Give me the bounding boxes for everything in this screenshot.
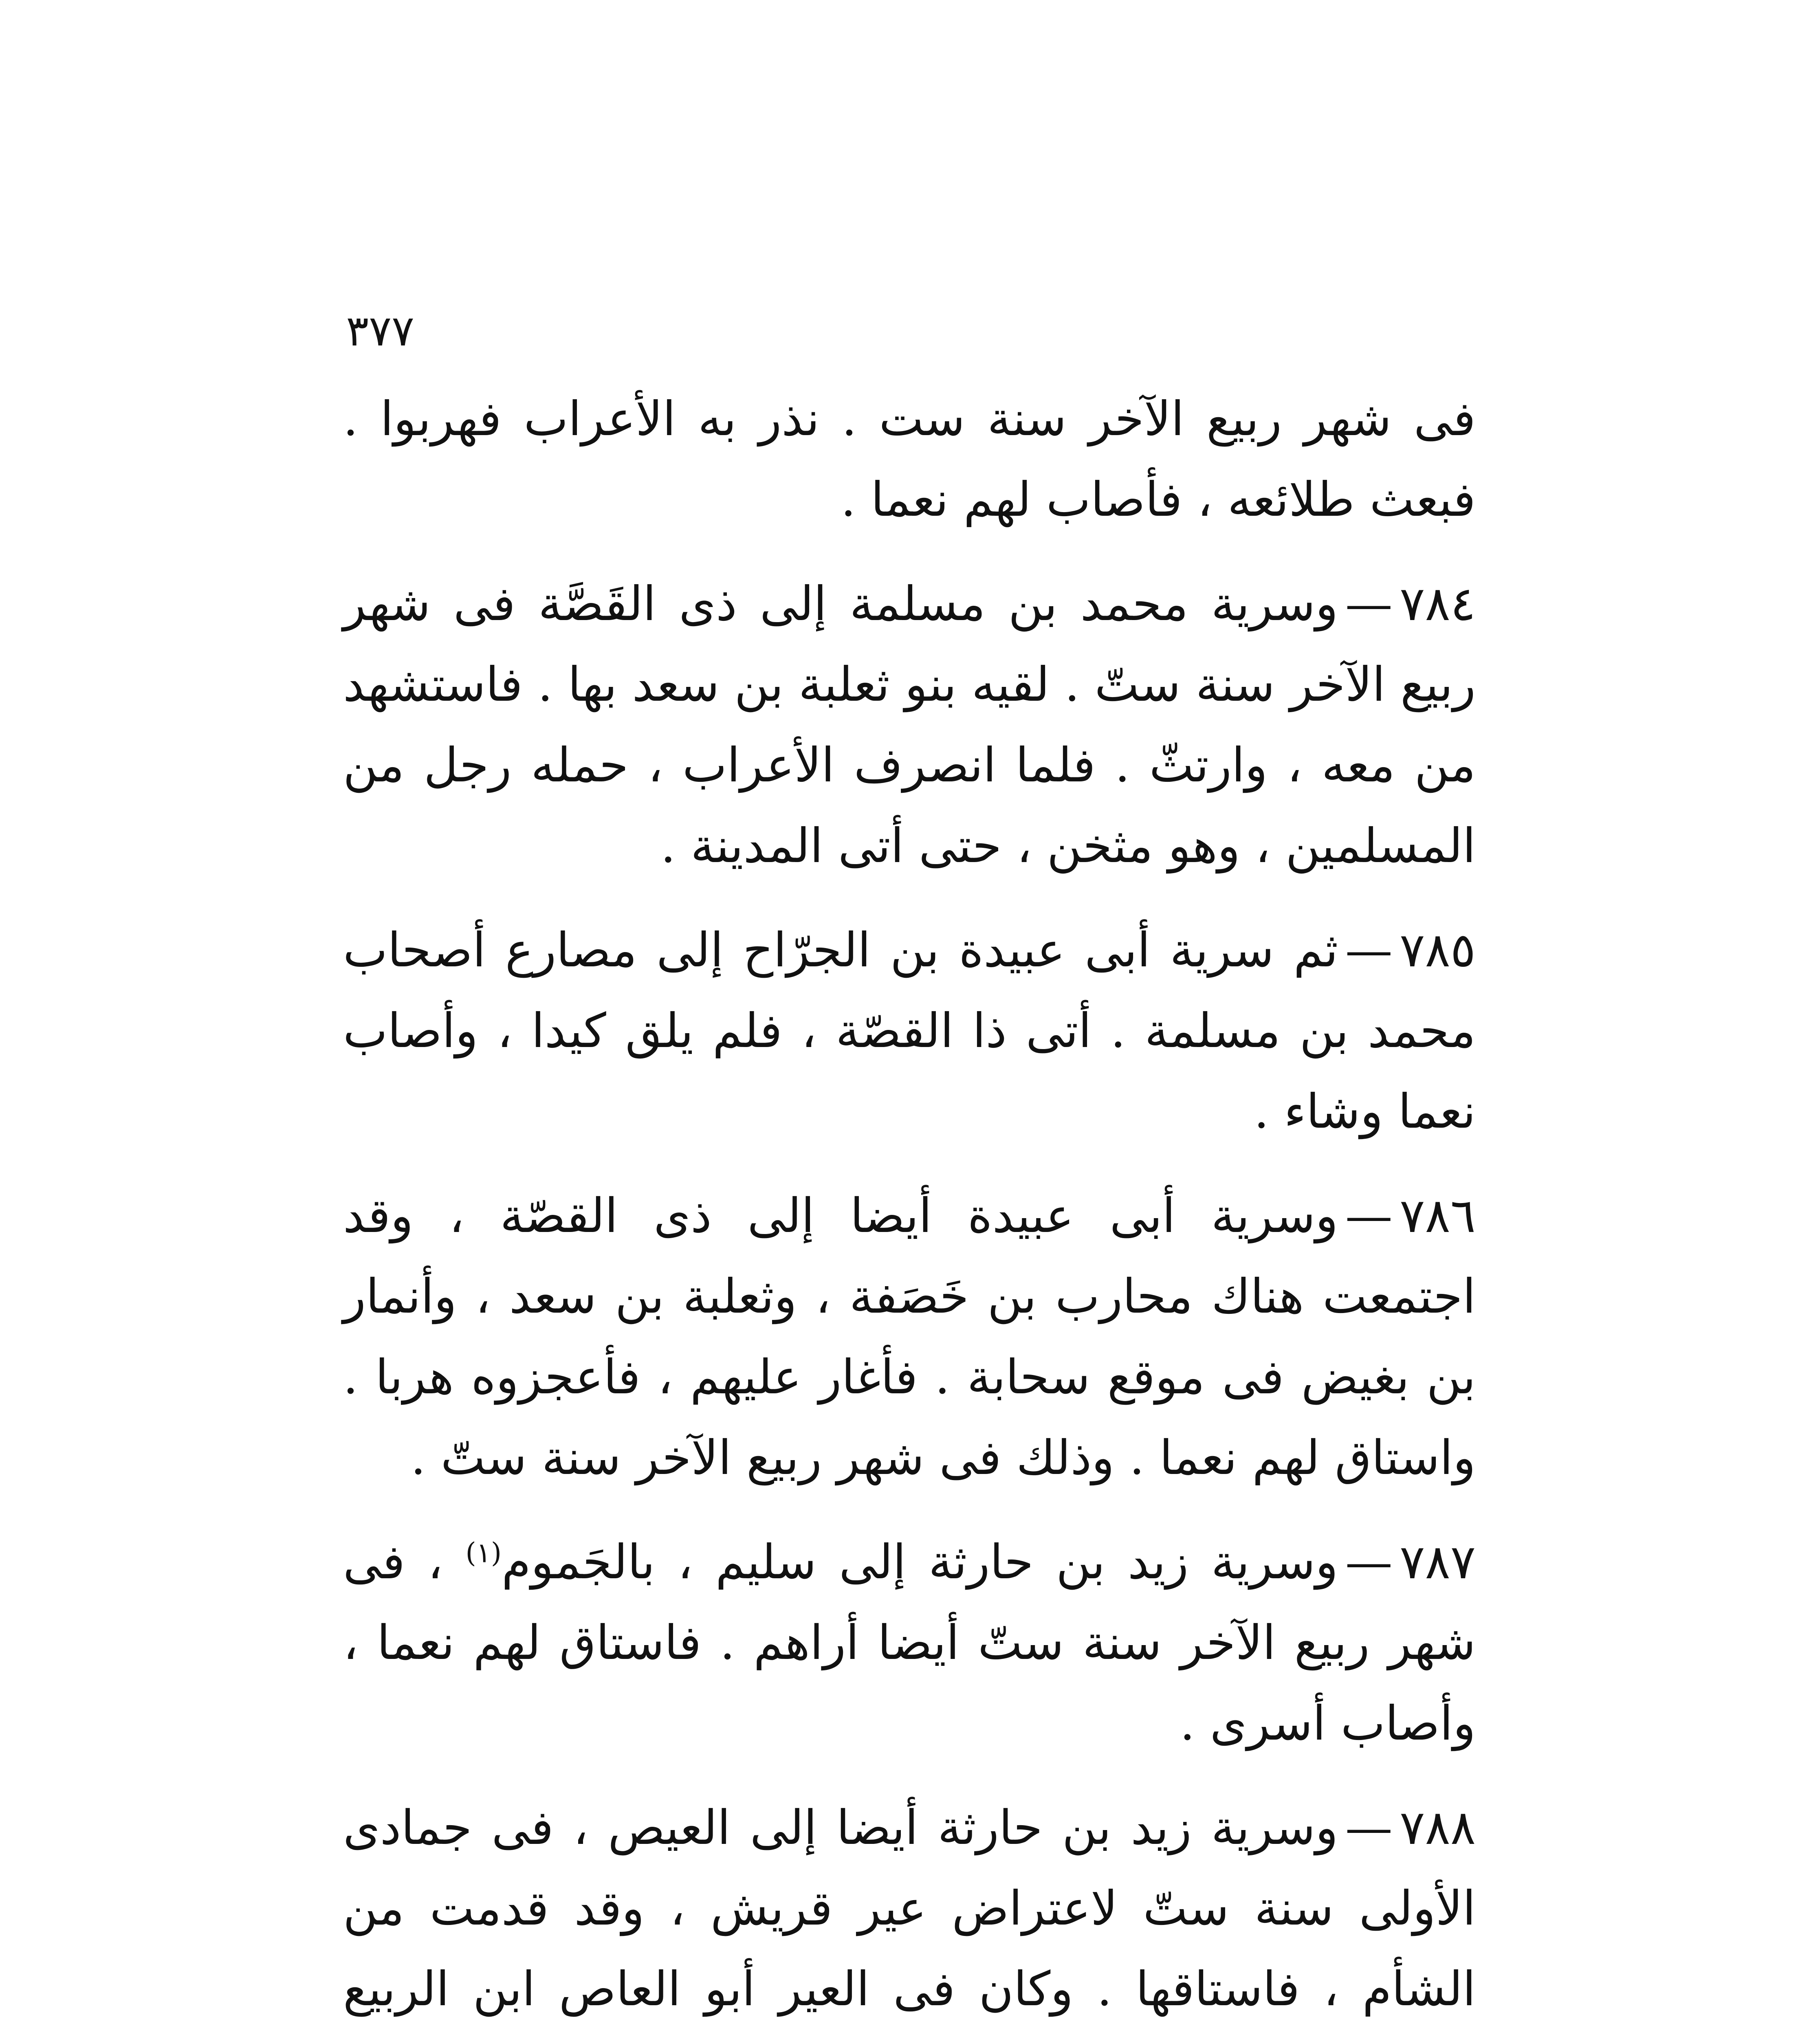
paragraph-text: ثم سرية أبى عبيدة بن الجرّاح إلى مصارع أصحاب محمد بن مسلمة . أتى ذا القصّة ، فلم يلق كيدا ، وأصاب نعما وشاء . [343, 923, 1476, 1139]
paragraph-text: وسرية زيد بن حارثة أيضا إلى العيص ، فى جمادى الأولى سنة ستّ لاعتراض عير قريش ، وقد قدمت من الشأم ، فاستاقها . وكان فى العير أبو العاص ابن الربيع [343, 1800, 1476, 2017]
paragraph-787 [343, 1522, 1476, 1764]
paragraph-786 [343, 1176, 1476, 1498]
paragraph-784 [343, 564, 1476, 887]
paragraph-788 [343, 1788, 1476, 2037]
page-number: ٣٧٧ [346, 306, 414, 356]
paragraph-number: ٧٨٨ [1400, 1800, 1476, 1855]
paragraph-text: فى شهر ربيع الآخر سنة ست . نذر به الأعراب فهربوا . فبعث طلائعه ، فأصاب لهم نعما . [343, 392, 1476, 527]
dash-separator: — [1345, 1800, 1393, 1855]
dash-separator: — [1345, 1535, 1393, 1590]
dash-separator: — [1345, 923, 1393, 978]
paragraph-continuation [343, 379, 1476, 540]
footnote-reference: (١) [465, 1537, 502, 1569]
paragraph-text: ، فى شهر ربيع الآخر سنة ستّ أيضا أراهم . فاستاق لهم نعما ، وأصاب أسرى . [343, 1535, 1476, 1751]
main-text-body [343, 379, 1476, 2037]
paragraph-number: ٧٨٦ [1400, 1188, 1476, 1243]
paragraph-785 [343, 910, 1476, 1152]
paragraph-number: ٧٨٧ [1400, 1535, 1476, 1590]
paragraph-number: ٧٨٤ [1400, 576, 1476, 631]
paragraph-text: وسرية أبى عبيدة أيضا إلى ذى القصّة ، وقد اجتمعت هناك محارب بن خَصَفة ، وثعلبة بن سعد ، وأنمار بن بغيض فى موقع سحابة . فأغار عليهم ، فأعجزوه هربا . واستاق لهم نعما . وذلك فى شهر ربيع الآخر سنة ستّ . [343, 1188, 1476, 1485]
paragraph-text: وسرية محمد بن مسلمة إلى ذى القَصَّة فى شهر ربيع الآخر سنة ستّ . لقيه بنو ثعلبة بن سعد بها . فاستشهد من معه ، وارتثّ . فلما انصرف الأعراب ، حمله رجل من المسلمين ، وهو مثخن ، حتى أتى المدينة . [343, 576, 1476, 873]
dash-separator: — [1345, 576, 1393, 631]
dash-separator: — [1345, 1188, 1393, 1243]
paragraph-text: وسرية زيد بن حارثة إلى سليم ، بالجَموم [502, 1535, 1338, 1590]
paragraph-number: ٧٨٥ [1400, 923, 1476, 978]
